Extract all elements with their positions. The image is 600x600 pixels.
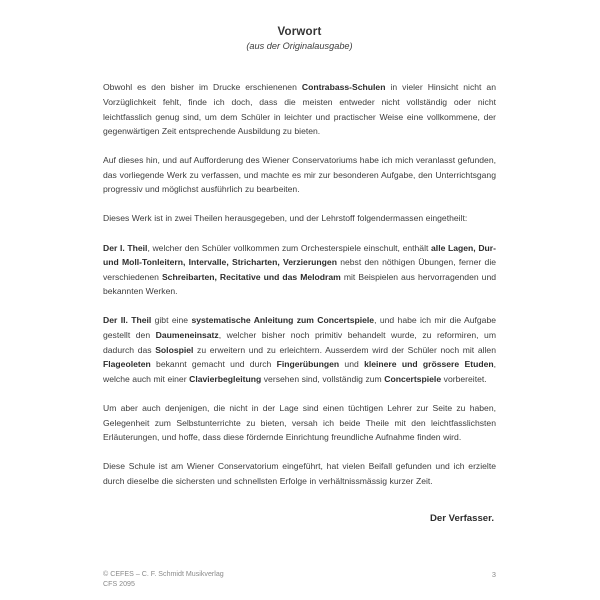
body-text-run: , und habe ich mir die Aufgabe gestellt den [103,315,497,341]
body-text-run: gibt eine [151,315,192,326]
paragraph [103,459,496,488]
paragraph [103,241,496,299]
body-text-run: Auf dieses hin, und auf Aufforderung des Wiener Conservatoriums habe ich mich veranlasst gefunden, das vorliegende Werk zu verfassen, und machte es mir zur besonderen Aufgabe, den Unterrichtsgang progressiv und möglichst ausführlich zu bearbeiten. [103,155,496,195]
page-number: 3 [491,570,496,579]
paragraph [103,313,496,386]
footer-catalog-number: CFS 2095 [103,579,135,588]
page-footer [103,570,496,589]
paragraph [103,211,496,226]
emphasis-text: Schreibarten, Recitative und das Melodram [161,271,341,282]
emphasis-text: Der I. Theil [103,242,148,253]
footer-copyright: © CEFES – C. F. Schmidt Musikverlag [103,570,224,578]
author-signature: Der Verfasser. [429,513,494,525]
body-text-run: bekannt gemacht und durch [150,359,277,370]
paragraph [103,153,496,197]
body-text-run: mit Beispielen aus hervorragenden und bekannten Werken. [103,271,497,297]
body-text-run: nebst den nöthigen Übungen, ferner die verschiedenen [103,257,497,282]
footer-imprint [103,570,224,589]
emphasis-text: Clavierbegleitung [189,373,262,384]
emphasis-text: Daumeneinsatz [155,330,219,341]
emphasis-text: systematische Anleitung zum Concertspiele [191,315,375,326]
body-text-run: , welcher bisher noch primitiv behandelt wurde, zu reformiren, um dadurch das [103,330,496,355]
emphasis-text: Solospiel [155,344,194,355]
body-text-run: Dieses Werk ist in zwei Theilen herausgegeben, und der Lehrstoff folgendermassen eingetheilt: [103,213,468,224]
paragraph [103,401,496,445]
body-text-run: Diese Schule ist am Wiener Conservatorium eingeführt, hat vielen Beifall gefunden und ich erzielte durch dieselbe die sichersten und schnellsten Erfolge in verhältnissmässig kurzer Zeit. [103,461,496,486]
body-text [103,80,496,488]
page-content [103,0,496,524]
emphasis-text: Concertspiele [384,373,442,384]
emphasis-text: Flageoleten [103,359,151,370]
page-title: Vorwort [277,26,322,38]
title-block [103,0,496,53]
body-text-run: und [339,359,365,370]
emphasis-text: kleinere und grössere Etuden [364,359,494,370]
emphasis-text: Der II. Theil [103,315,152,326]
body-text-run: Um aber auch denjenigen, die nicht in der Lage sind einen tüchtigen Lehrer zur Seite zu haben, Gelegenheit zum Selbstunterrichte zu bieten, versah ich beide Theile mit den leichtfasslichsten Erläuterungen, und hoffe, dass diese fördernde Einrichtung freundliche Aufnahme finden wird. [103,402,496,443]
body-text-run: in vieler Hinsicht nicht an Vorzüglichkeit fehlt, finde ich doch, dass die meisten entweder nicht vollständig oder nicht leichtfasslich genug sind, um dem Schüler in leichter und practischer Weise eine vollkommene, der gegenwärtigen Zeit entsprechende Ausbildung zu bieten. [103,82,496,137]
body-text-run: Obwohl es den bisher im Drucke erschienenen [103,82,302,93]
emphasis-text: alle Lagen, Dur- und Moll-Tonleitern, Intervalle, Stricharten, Verzierungen [103,242,496,268]
body-text-run: , welche auch mit einer [103,359,496,384]
paragraph [103,80,496,138]
body-text-run: zu erweitern und zu erleichtern. Ausserdem wird der Schüler noch mit allen [193,344,496,355]
body-text-run: versehen sind, vollständig zum [261,373,385,384]
emphasis-text: Contrabass-Schulen [301,82,386,93]
page-subtitle: (aus der Originalausgabe) [246,41,353,52]
emphasis-text: Fingerübungen [276,359,340,370]
body-text-run: , welcher den Schüler vollkommen zum Orchesterspiele einschult, enthält [147,242,432,253]
body-text-run: vorbereitet. [441,373,487,384]
